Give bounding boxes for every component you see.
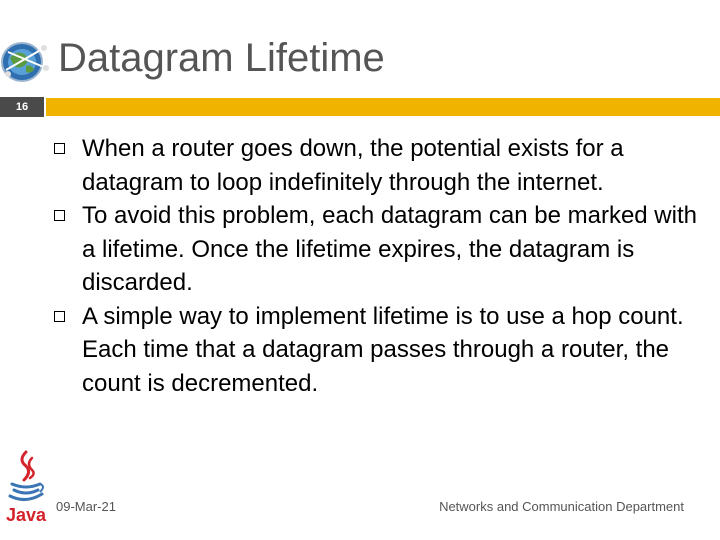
bullet-list: [52, 132, 712, 400]
bullet-text: A simple way to implement lifetime is to use a hop count. Each time that a datagram passes through a router, the count is decremented.: [82, 302, 684, 397]
checkbox-bullet-icon: [54, 210, 65, 221]
bullet-text: When a router goes down, the potential exists for a datagram to loop indefinitely through the internet.: [82, 135, 624, 196]
bullet-item: [52, 199, 712, 300]
bullet-item: [52, 300, 712, 401]
footer-date: 09-Mar-21: [56, 499, 116, 514]
slide-title: Datagram Lifetime: [58, 36, 385, 80]
footer-department: Networks and Communication Department: [439, 499, 684, 514]
globe-network-icon: [0, 40, 50, 84]
checkbox-bullet-icon: [54, 311, 65, 322]
bullet-text: To avoid this problem, each datagram can be marked with a lifetime. Once the lifetime expires, the datagram is discarded.: [82, 202, 697, 296]
checkbox-bullet-icon: [54, 143, 65, 154]
accent-bar: [46, 98, 720, 116]
java-logo-icon: [4, 448, 48, 526]
slide-number: 16: [15, 101, 29, 113]
bullet-item: [52, 132, 712, 199]
java-logo-text: Java: [5, 505, 47, 525]
